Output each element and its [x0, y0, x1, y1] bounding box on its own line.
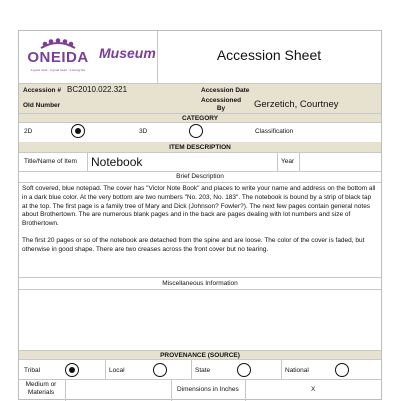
accessioned-by-label: Accessioned By	[201, 97, 242, 112]
description-paragraph: Soft covered, blue notepad. The cover has "Victor Note Book" and places to write your name and address on the bottom all in a dark blue color. At the very bottom are two numbers "No. 203, No. 183". The notebook is bound by a strip of black tap at the top. The first page is a family tree of Mary and Dick (Johnson? Fowler?). The next few pages contain general notes about Brothertown. The are numerous blank pages and in the back are pages dealing with lot numbers and size of Brothertown.	[22, 185, 376, 228]
category-heading: CATEGORY	[19, 113, 381, 123]
divider	[299, 153, 300, 171]
year-label: Year	[281, 158, 295, 165]
divider	[87, 153, 88, 171]
divider	[281, 360, 282, 379]
provenance-heading: PROVENANCE (SOURCE)	[19, 350, 381, 360]
divider	[171, 379, 172, 401]
divider	[65, 379, 66, 401]
provenance-state-label: State	[195, 367, 211, 374]
title-name-field[interactable]: Notebook	[91, 155, 143, 169]
accession-number-field[interactable]: BC2010.022.321	[67, 85, 128, 94]
accession-number-label: Accession #	[23, 87, 61, 94]
brief-description-label: Brief Description	[176, 173, 224, 180]
category-2d-label: 2D	[24, 128, 33, 135]
provenance-local-radio[interactable]	[153, 363, 167, 377]
misc-info-field[interactable]	[19, 290, 381, 350]
radio-selected-dot	[69, 367, 75, 373]
provenance-national-label: National	[285, 367, 309, 374]
logo-tagline: A good mind · A good heart · A strong fire	[30, 68, 86, 72]
dimensions-label: Dimensions in Inches	[177, 386, 239, 393]
divider	[277, 153, 278, 171]
item-description-heading: ITEM DESCRIPTION	[19, 142, 381, 153]
divider	[19, 277, 381, 278]
divider	[245, 379, 246, 401]
description-paragraph: The first 20 pages or so of the notebook are detached from the spine and are loose. The color of the cover is faded, but otherwise in good shape. There are two creases across the front cover but no tearing.	[22, 236, 365, 253]
old-number-label: Old Number	[23, 102, 61, 109]
sheet-title: Accession Sheet	[216, 47, 322, 63]
misc-info-label: Miscellaneous Information	[162, 280, 238, 287]
provenance-national-radio[interactable]	[335, 363, 349, 377]
accession-date-label: Accession Date	[201, 87, 250, 94]
divider	[19, 379, 381, 380]
divider	[19, 182, 381, 183]
divider	[19, 171, 381, 172]
oneida-logo	[23, 37, 93, 81]
provenance-tribal-label: Tribal	[24, 367, 41, 374]
classification-label: Classification	[255, 128, 294, 135]
logo-name: ONEIDA	[27, 49, 89, 66]
provenance-state-radio[interactable]	[237, 363, 251, 377]
provenance-local-label: Local	[109, 367, 125, 374]
category-3d-radio[interactable]	[189, 124, 203, 138]
title-name-label: Title/Name of Item	[24, 158, 77, 165]
dimensions-separator: X	[311, 386, 316, 393]
category-3d-label: 3D	[139, 128, 148, 135]
museum-label: Museum	[99, 45, 156, 61]
accessioned-by-field[interactable]: Gerzetich, Courtney	[254, 99, 339, 110]
category-2d-radio[interactable]	[71, 124, 85, 138]
provenance-tribal-radio[interactable]	[65, 363, 79, 377]
brief-description-field[interactable]	[22, 185, 378, 255]
divider	[191, 360, 192, 379]
accession-sheet-form	[18, 30, 382, 400]
medium-materials-label: Medium or Materials	[25, 381, 57, 396]
divider	[105, 360, 106, 379]
radio-selected-dot	[75, 128, 81, 134]
